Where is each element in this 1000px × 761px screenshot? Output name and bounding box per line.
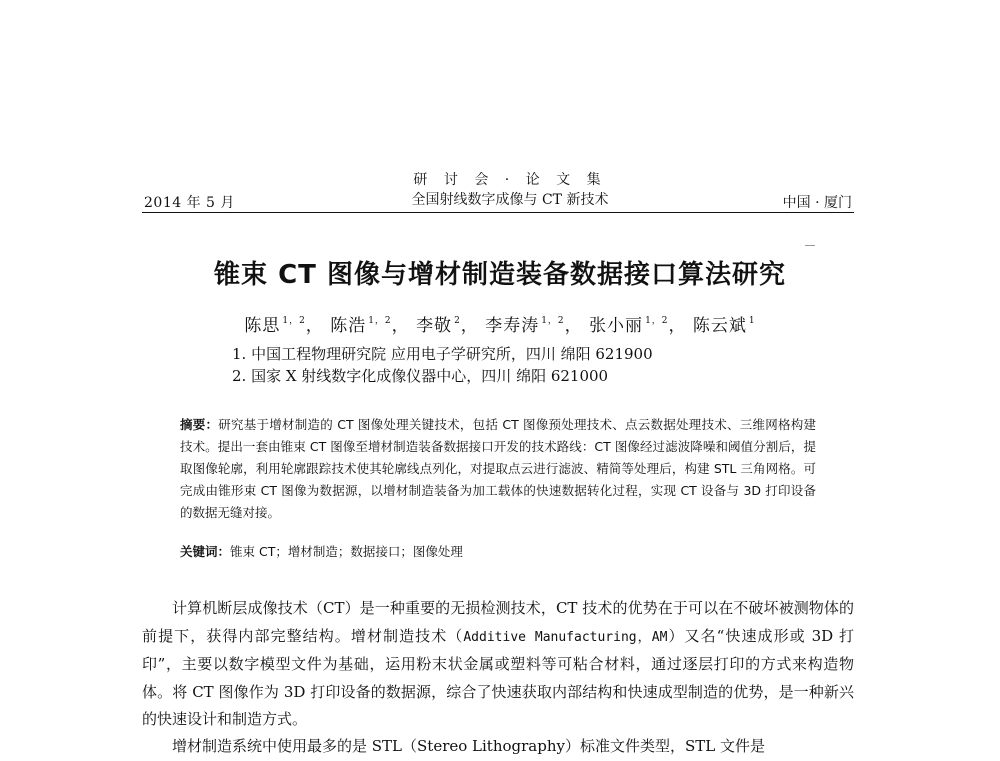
keywords-label: 关键词： — [180, 544, 231, 559]
author-name: 陈思 — [244, 316, 281, 336]
author-affiliation-mark: 1，2 — [541, 316, 565, 326]
header-location: 中国 · 厦门 — [782, 195, 852, 211]
body-paragraph: 增材制造系统中使用最多的是 STL（Stereo Lithography）标准文件类型，STL 文件是 — [172, 737, 765, 755]
author-name: 李敬 — [416, 316, 453, 336]
author-name: 张小丽 — [589, 316, 644, 336]
author — [693, 316, 756, 336]
keywords-text: 锥束 CT；增材制造；数据接口；图像处理 — [230, 544, 463, 559]
author-affiliation-mark: 2 — [454, 316, 461, 326]
author-separator: ， — [305, 316, 324, 336]
author-affiliation-mark: 1 — [748, 316, 756, 326]
abstract — [180, 414, 816, 524]
abstract-label: 摘要： — [180, 417, 219, 432]
body-text-segment: 计算机断层成像技术（CT）是一种重要的无损检测技术，CT 技术的优势在于可以在不破坏被测物体的前提下，获得内部完整结构。增材制造技术（ — [142, 599, 854, 645]
author — [485, 316, 582, 336]
affiliation-list — [232, 343, 653, 387]
author-separator: ， — [391, 316, 410, 336]
author-name: 陈浩 — [330, 316, 367, 336]
affiliation-item: 2. 国家 X 射线数字化成像仪器中心，四川 绵阳 621000 — [232, 367, 609, 385]
author — [244, 316, 323, 336]
header-conference: 全国射线数字成像与 CT 新技术 — [411, 192, 609, 208]
header-divider — [142, 212, 854, 213]
header-series: 研 讨 会 · 论 文 集 — [413, 172, 607, 188]
body-text-segment: ）又名“快速成形或 3D 打印”，主要以数字模型文件为基础，运用粉末状金属或塑料等可粘合材料，通过逐层打印的方式来构造物体。将 CT 图像作为 3D 打印设备的数据源，综合了快速获取内部结构和快速成型制造的优势，是一种新兴的快速设计和制造方式。 — [142, 626, 854, 729]
author-list — [200, 311, 800, 336]
author-name: 李寿涛 — [485, 316, 540, 336]
body-term: Additive Manufacturing，AM — [463, 629, 668, 645]
scan-mark — [805, 245, 815, 246]
author-affiliation-mark: 1，2 — [282, 316, 306, 326]
abstract-text: 研究基于增材制造的 CT 图像处理关键技术，包括 CT 图像预处理技术、点云数据处理技术、三维网格构建技术。提出一套由锥束 CT 图像至增材制造装备数据接口开发的技术路线：CT 图像经过滤波降噪和阈值分割后，提取图像轮廓，利用轮廓跟踪技术使其轮廓线点列化，对提取点云进行滤波、精简等处理后，构建 STL 三角网格。可完成由锥形束 CT 图像为数据源，以增材制造装备为加工载体的快速数据转化过程，实现 CT 设备与 3D 打印设备的数据无缝对接。 — [180, 417, 816, 520]
header-center — [380, 170, 640, 210]
header-date: 2014 年 5 月 — [144, 195, 235, 211]
body-paragraph — [142, 595, 854, 734]
author-separator: ， — [460, 316, 479, 336]
author-affiliation-mark: 1，2 — [368, 316, 392, 326]
keywords — [180, 542, 463, 560]
author-separator: ， — [668, 316, 687, 336]
author — [589, 316, 686, 336]
author — [330, 316, 409, 336]
author — [416, 316, 479, 336]
author-separator: ， — [564, 316, 583, 336]
author-name: 陈云斌 — [692, 316, 747, 336]
affiliation-item: 1. 中国工程物理研究院 应用电子学研究所，四川 绵阳 621900 — [232, 345, 653, 363]
paper-title: 锥束 CT 图像与增材制造装备数据接口算法研究 — [214, 260, 786, 290]
author-affiliation-mark: 1，2 — [645, 316, 669, 326]
